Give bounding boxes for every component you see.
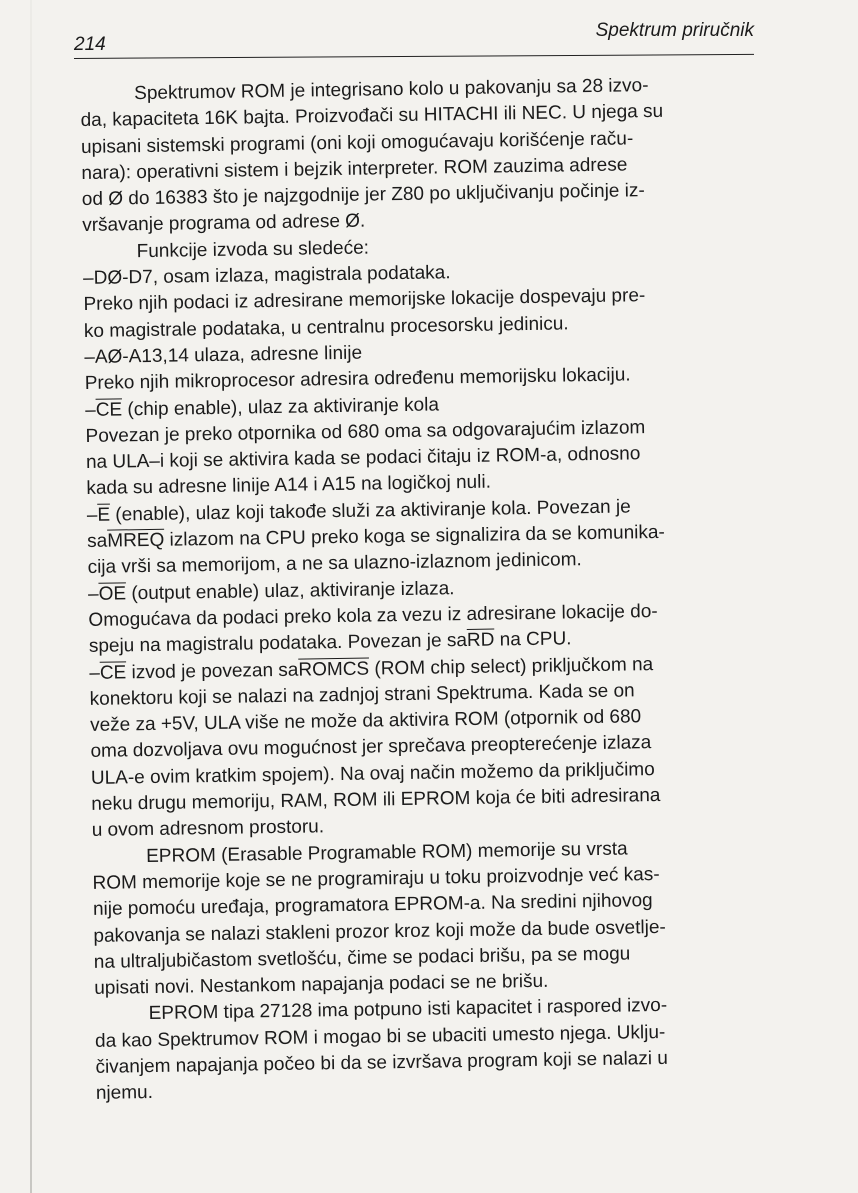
text-line: na ultraljubičastom svetlošću, čime se podaci brišu, pa se mogu bbox=[93, 943, 631, 973]
text-line: Preko njih mikroprocesor adresira određenu memorijsku lokaciju. bbox=[84, 364, 631, 395]
text-line: na ULA–i koji se aktivira kada se podaci čitaju iz ROM-a, odnosno bbox=[85, 443, 641, 474]
text-line: njemu. bbox=[95, 1082, 154, 1105]
text-line: u ovom adresnom prostoru. bbox=[91, 816, 325, 842]
text-line: da kao Spektrumov ROM i mogao bi se ubaciti umesto njega. Uklju- bbox=[94, 1021, 666, 1052]
signal-name-overlined: $\overline{CE}$ bbox=[95, 398, 123, 421]
text-line: upisani sistemski programi (oni koji omogućavaju korišćenje raču- bbox=[80, 127, 634, 158]
text-line: pakovanja se nalazi stakleni prozor kroz koji može da bude osvetlje- bbox=[93, 916, 666, 947]
text-line: ko magistrale podataka, u centralnu procesorsku jedinicu. bbox=[83, 313, 569, 342]
body-text bbox=[80, 71, 778, 1107]
text-segment: izvod je povezan sa bbox=[126, 659, 299, 683]
text-line: upisati novi. Nestankom napajanja podaci se ne brišu. bbox=[94, 970, 549, 999]
signal-name-overlined: MREQ bbox=[107, 529, 165, 552]
signal-name-overlined: $\overline{CE}$ bbox=[99, 661, 127, 684]
text-line: kada su adresne linije A14 i A15 na logičkoj nuli. bbox=[86, 472, 492, 500]
text-line: neku drugu memoriju, RAM, ROM ili EPROM koja će biti adresirana bbox=[91, 784, 661, 815]
text-line: EPROM (Erasable Programable ROM) memorije su vrsta bbox=[146, 838, 628, 867]
text-segment: (chip enable), ulaz za aktiviranje kola bbox=[121, 393, 440, 420]
text-line: Spektrumov ROM je integrisano kolo u pakovanju sa 28 izvo- bbox=[134, 75, 649, 105]
scan-edge-shadow bbox=[30, 0, 32, 1193]
running-title: Spektrum priručnik bbox=[595, 20, 754, 41]
text-line: nara): operativni sistem i bejzik interpreter. ROM zauzima adrese bbox=[81, 154, 628, 184]
text-line: Omogućava da podaci preko kola za vezu iz adresirane lokacije do- bbox=[88, 600, 658, 631]
text-segment: (enable), ulaz koji takođe služi za aktiviranje kola. Povezan je bbox=[109, 496, 631, 526]
text-line: da, kapaciteta 16K bajta. Proizvođači su HITACHI ili NEC. U njega su bbox=[80, 101, 664, 132]
page-number: 214 bbox=[74, 34, 106, 55]
text-segment: – bbox=[86, 504, 98, 526]
signal-name-overlined: ROMCS bbox=[298, 658, 370, 681]
text-line: vršavanje programa od adrese Ø. bbox=[82, 211, 366, 237]
text-line: –AØ-A13,14 ulaza, adresne linije bbox=[84, 342, 363, 368]
text-segment: sa bbox=[87, 530, 108, 552]
text-line: čivanjem napajanja počeo bi da se izvršava program koji se nalazi u bbox=[95, 1047, 668, 1078]
text-segment: (ROM chip select) priključkom na bbox=[368, 653, 654, 680]
text-segment: – bbox=[87, 583, 99, 605]
text-segment: (output enable) ulaz, aktiviranje izlaza. bbox=[125, 577, 455, 604]
text-segment: – bbox=[89, 662, 101, 684]
text-line: Povezan je preko otpornika od 680 oma sa odgovarajućim izlazom bbox=[85, 417, 646, 447]
signal-name-overlined: $\overline{OE}$ bbox=[98, 582, 127, 605]
text-segment: speju na magistralu podataka. Povezan je sa bbox=[88, 630, 468, 658]
signal-name-overlined: $\overline{RD}$ bbox=[466, 629, 495, 652]
text-line: ROM memorije koje se ne programiraju u toku proizvodnje već kas- bbox=[92, 863, 660, 894]
text-segment: izlazom na CPU preko koga se signalizira da se komunika- bbox=[164, 521, 665, 551]
text-segment: na CPU. bbox=[494, 628, 572, 651]
text-line: Funkcije izvoda su sledeće: bbox=[136, 237, 370, 262]
text-line: Preko njih podaci iz adresirane memorijske lokacije dospevaju pre- bbox=[83, 285, 646, 316]
text-line: cija vrši sa memorijom, a ne sa ulazno-izlaznom jedinicom. bbox=[87, 549, 582, 579]
text-line: nije pomoću uređaja, programatora EPROM-a. Na sredini njihovog bbox=[92, 890, 653, 921]
header-rule bbox=[74, 54, 754, 59]
text-line: konektoru koji se nalazi na zadnjoj strani Spektruma. Kada se on bbox=[89, 680, 635, 710]
text-line: oma dozvoljava ovu mogućnost jer sprečava preopterećenje izlaza bbox=[90, 732, 652, 763]
text-segment: – bbox=[84, 399, 96, 421]
page-header bbox=[74, 20, 754, 60]
text-line: EPROM tipa 27128 ima potpuno isti kapacitet i raspored izvo- bbox=[148, 995, 668, 1025]
text-line: ULA-e ovim kratkim spojem). Na ovaj način možemo da priključimo bbox=[90, 758, 655, 789]
text-line: veže za +5V, ULA više ne može da aktivira ROM (otpornik od 680 bbox=[89, 706, 642, 737]
signal-name-overlined: $\overline{E}$ bbox=[97, 504, 111, 526]
text-line: –DØ-D7, osam izlaza, magistrala podataka. bbox=[82, 262, 451, 290]
text-line: od Ø do 16383 što je najzgodnije jer Z80 po uključivanju počinje iz- bbox=[81, 180, 645, 211]
